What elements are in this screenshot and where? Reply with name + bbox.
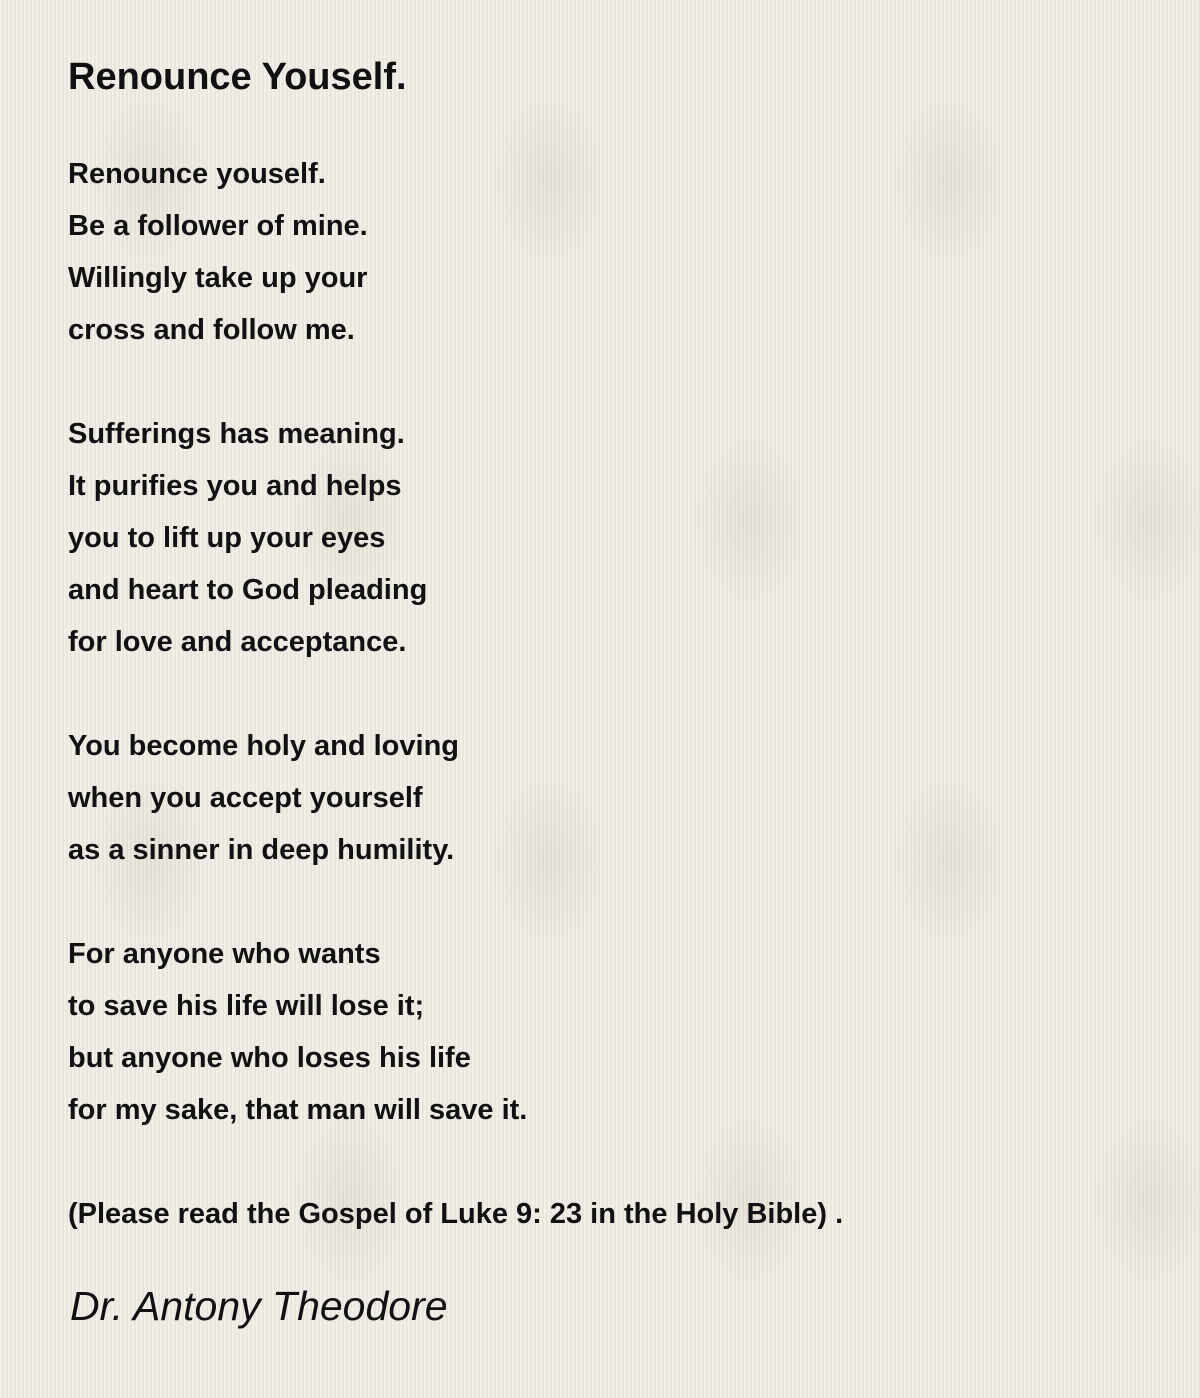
poem-body: [68, 148, 1148, 1240]
scripture-note: (Please read the Gospel of Luke 9: 23 in the Holy Bible) .: [68, 1198, 844, 1230]
author-name: Dr. Antony Theodore: [70, 1283, 448, 1329]
stanza-1: [68, 148, 1148, 356]
stanza-3: [68, 720, 1148, 876]
poem-line: It purifies you and helps: [68, 470, 402, 502]
poem-line: Willingly take up your: [68, 262, 368, 294]
poem-line: cross and follow me.: [68, 314, 355, 346]
poem-line: for love and acceptance.: [68, 626, 407, 658]
poem-line: For anyone who wants: [68, 938, 381, 970]
poem-page: [68, 52, 1148, 1332]
poem-line: to save his life will lose it;: [68, 990, 425, 1022]
poem-line: You become holy and loving: [68, 730, 460, 762]
poem-line: and heart to God pleading: [68, 574, 428, 606]
stanza-4: [68, 928, 1148, 1136]
poem-title: Renounce Youself.: [68, 56, 407, 98]
stanza-2: [68, 408, 1148, 668]
poem-line: Renounce youself.: [68, 158, 326, 190]
poem-line: you to lift up your eyes: [68, 522, 386, 554]
poem-line: Sufferings has meaning.: [68, 418, 405, 450]
poem-line: Be a follower of mine.: [68, 210, 368, 242]
poem-line: but anyone who loses his life: [68, 1042, 471, 1074]
poem-line: when you accept yourself: [68, 782, 423, 814]
poem-line: for my sake, that man will save it.: [68, 1094, 528, 1126]
poem-line: as a sinner in deep humility.: [68, 834, 455, 866]
